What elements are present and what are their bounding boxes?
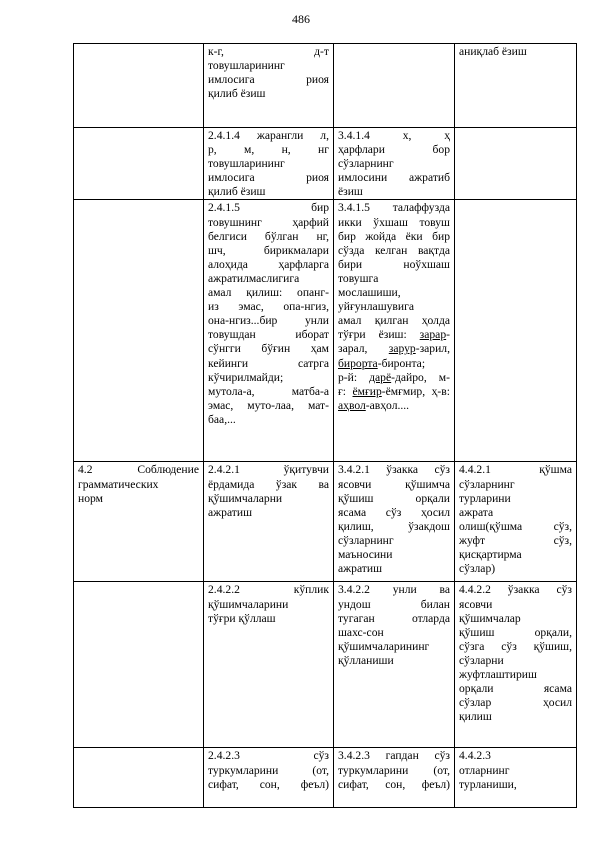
table-row (74, 128, 577, 200)
table-cell-col4 (455, 748, 577, 808)
cell-text-line (338, 764, 450, 778)
cell-text: 3.4.1.4 х, ҳ (338, 129, 450, 142)
cell-text-line (338, 654, 450, 668)
cell-text: ажратиш (208, 505, 252, 519)
cell-text-line (78, 463, 199, 477)
table-row (74, 200, 577, 462)
cell-text: баа,... (208, 412, 236, 426)
cell-text-line (338, 492, 450, 506)
cell-text-line (459, 612, 572, 626)
cell-text: турланиши, (459, 777, 517, 791)
cell-text: сўзларни (459, 653, 504, 667)
cell-text: товушларининг (208, 59, 285, 73)
cell-text-after: -авҳол.... (365, 398, 410, 412)
cell-text-line (208, 342, 329, 356)
cell-text: сўзларнинг (338, 157, 394, 171)
cell-text: турларини (459, 491, 511, 505)
cell-text-after: - (446, 328, 450, 342)
cell-text: 3.4.2.1 ўзакка сўз (338, 463, 450, 477)
table-cell-col3 (334, 44, 455, 128)
table-cell-col3 (334, 462, 455, 582)
cell-text-line (208, 778, 329, 792)
cell-text-line (459, 562, 572, 576)
cell-text-line (78, 478, 199, 492)
underlined-word: аҳвол (338, 398, 366, 412)
cell-text-line (208, 185, 329, 199)
cell-text: 4.4.2.1 қўшма (459, 463, 572, 477)
table-row (74, 44, 577, 128)
cell-text: қўшимчалар (459, 611, 521, 625)
cell-text: жуфтлаштириш (459, 668, 537, 682)
cell-text: уйғунлашувига (338, 300, 414, 314)
cell-text: туркумларини (от, (338, 763, 450, 777)
cell-text: алоҳида ҳарфларга (208, 257, 329, 271)
cell-text: мутола-а, матба-а (208, 384, 329, 398)
table-cell-col3 (334, 582, 455, 748)
table-cell-section (74, 462, 204, 582)
cell-text: орқали ясама (459, 682, 572, 696)
cell-text: амал қилиш: опанг- (208, 286, 329, 300)
cell-text: қилиб ёзиш (208, 185, 266, 199)
cell-text: р-й: (338, 370, 370, 384)
cell-text-line (459, 749, 572, 763)
table-cell-col3 (334, 128, 455, 200)
cell-text: икки ўхшаш товуш (338, 215, 450, 229)
table-row (74, 462, 577, 582)
cell-text-line (459, 626, 572, 640)
table-cell-section (74, 200, 204, 462)
cell-text: 2.4.2.1 ўқитувчи (208, 463, 329, 477)
cell-text-line (208, 357, 329, 371)
table-cell-col4 (455, 462, 577, 582)
cell-text-line (338, 201, 450, 215)
cell-text: туркумларини (от, (208, 763, 329, 777)
cell-text-line (338, 129, 450, 143)
standards-table (73, 43, 577, 808)
cell-text-line (338, 640, 450, 654)
cell-text-after: -биронта; (377, 356, 426, 370)
cell-text-line (459, 463, 572, 477)
cell-text: 3.4.1.5 талаффузда (338, 201, 450, 215)
cell-text-line (338, 749, 450, 763)
cell-text: сўзлар ҳосил (459, 696, 572, 710)
table-cell-section (74, 748, 204, 808)
table-cell-section (74, 582, 204, 748)
cell-text: ёзиш (338, 185, 363, 199)
cell-text: товушдан иборат (208, 328, 329, 342)
cell-text-line (459, 598, 572, 612)
cell-text: товушнинг ҳарфий (208, 215, 329, 229)
cell-text: 3.4.2.2 унли ва (338, 583, 450, 597)
cell-text: белгиси бўлган нг, (208, 229, 329, 243)
table-cell-col4 (455, 200, 577, 462)
cell-text: қўшиш орқали, (459, 625, 572, 639)
table-cell-col2 (204, 44, 334, 128)
cell-text: тугаган отларда (338, 611, 450, 625)
cell-text: норм (78, 491, 103, 505)
cell-text: ажратиш (338, 562, 382, 576)
cell-text-line (338, 286, 450, 300)
cell-text: кўчирилмайди; (208, 370, 284, 384)
cell-text-line (338, 478, 450, 492)
cell-text-line (459, 534, 572, 548)
cell-text-line (208, 143, 329, 157)
cell-text: кейинги сатрга (208, 356, 329, 370)
cell-text-line (338, 534, 450, 548)
cell-text: отларнинг (459, 763, 510, 777)
table-cell-col3 (334, 200, 455, 462)
cell-text: ясовчи қўшимча (338, 477, 450, 491)
cell-text: қилиш, ўзакдош (338, 519, 450, 533)
cell-text: маъносини (338, 548, 393, 562)
cell-text-line (338, 328, 450, 342)
cell-text-line (338, 258, 450, 272)
cell-text-line (208, 272, 329, 286)
cell-text: бири ноўхшаш (338, 257, 450, 271)
underlined-word: дарё (369, 370, 392, 384)
cell-text: ундош билан (338, 597, 450, 611)
table-cell-col2 (204, 748, 334, 808)
table-row (74, 582, 577, 748)
cell-text: она-нгиз...бир унли (208, 314, 329, 328)
cell-text-line (459, 654, 572, 668)
cell-text-line (208, 314, 329, 328)
cell-text-line (208, 129, 329, 143)
cell-text: қўлланиши (338, 653, 394, 667)
table-cell-col2 (204, 128, 334, 200)
cell-text-line (338, 342, 450, 356)
cell-text-line (338, 399, 450, 413)
cell-text: р, м, н, нг (208, 143, 329, 157)
cell-text: 2.4.2.3 сўз (208, 749, 329, 763)
cell-text: олиш(қўшма сўз, (459, 519, 572, 533)
table-cell-col2 (204, 582, 334, 748)
cell-text-line (459, 520, 572, 534)
cell-text-line (459, 583, 572, 597)
cell-text-line (338, 171, 450, 185)
cell-text-line (208, 230, 329, 244)
cell-text-line (459, 548, 572, 562)
cell-text-line (208, 413, 329, 427)
cell-text-line (338, 143, 450, 157)
cell-text: сифат, сон, феъл) (338, 777, 450, 791)
cell-text: сўзда келган вақтда (338, 243, 450, 257)
cell-text: ғ: (338, 384, 353, 398)
cell-text: ажратилмаслигига (208, 271, 300, 285)
cell-text-line (208, 258, 329, 272)
cell-text-line (338, 520, 450, 534)
cell-text-line (338, 300, 450, 314)
cell-text: грамматических (78, 477, 159, 491)
cell-text-line (459, 45, 572, 59)
table-cell-col2 (204, 200, 334, 462)
page-number: 486 (292, 12, 310, 26)
cell-text-line (208, 385, 329, 399)
cell-text: товушга (338, 271, 379, 285)
cell-text-after: -зарил, (415, 342, 450, 356)
cell-text: ёрдамида ўзак ва (208, 477, 329, 491)
standards-table-body (74, 44, 577, 808)
cell-text-line (459, 478, 572, 492)
cell-text-line (208, 583, 329, 597)
cell-text: ясовчи (459, 597, 493, 611)
cell-text-line (459, 764, 572, 778)
cell-text-line (208, 492, 329, 506)
cell-text-line (208, 73, 329, 87)
cell-text: аниқлаб ёзиш (459, 45, 527, 58)
cell-text-line (208, 216, 329, 230)
cell-text-line (338, 463, 450, 477)
cell-text-line (78, 492, 199, 506)
cell-text-line (338, 216, 450, 230)
cell-text: шч, бирикмалари (208, 243, 329, 257)
cell-text: ясама сўз ҳосил (338, 505, 450, 519)
cell-text: к-г, д-т (208, 45, 329, 58)
cell-text-line (459, 492, 572, 506)
cell-text: имлосига риоя (208, 73, 329, 87)
cell-text: 2.4.2.2 кўплик (208, 583, 329, 597)
cell-text-line (208, 45, 329, 59)
cell-text-line (208, 286, 329, 300)
cell-text-after: -дайро, м- (391, 370, 450, 384)
cell-text: сўзларнинг (338, 533, 394, 547)
cell-text-line (208, 300, 329, 314)
cell-text-line (338, 230, 450, 244)
cell-text: 4.2 Соблюдение (78, 463, 199, 477)
cell-text-line (208, 749, 329, 763)
cell-text-line (459, 640, 572, 654)
cell-text-line (208, 399, 329, 413)
cell-text: жуфт сўз, (459, 533, 572, 547)
cell-text: из эмас, опа-нгиз, (208, 300, 329, 314)
cell-text-line (208, 244, 329, 258)
cell-text-line (338, 244, 450, 258)
cell-text-line (338, 548, 450, 562)
cell-text: мослашиши, (338, 286, 401, 300)
cell-text-line (338, 778, 450, 792)
cell-text-line (459, 710, 572, 724)
cell-text: қисқартирма (459, 548, 522, 562)
table-cell-col3 (334, 748, 455, 808)
underlined-word: зарур (388, 342, 416, 356)
cell-text-line (338, 612, 450, 626)
cell-text: қилиб ёзиш (208, 87, 266, 101)
cell-text-line (338, 371, 450, 385)
cell-text: амал қилган ҳолда (338, 314, 450, 328)
cell-text-line (208, 201, 329, 215)
cell-text: сўнгги бўғин ҳам (208, 342, 329, 356)
cell-text: сўзларнинг (459, 477, 515, 491)
table-cell-col4 (455, 44, 577, 128)
cell-text-line (208, 171, 329, 185)
table-cell-section (74, 44, 204, 128)
cell-text-line (208, 598, 329, 612)
cell-text-line (338, 385, 450, 399)
table-cell-col4 (455, 582, 577, 748)
table-cell-col4 (455, 128, 577, 200)
cell-text-line (208, 59, 329, 73)
cell-text-line (459, 506, 572, 520)
cell-text-line (338, 157, 450, 171)
cell-text: қилиш (459, 710, 492, 724)
table-cell-section (74, 128, 204, 200)
table-cell-col2 (204, 462, 334, 582)
cell-text-line (208, 506, 329, 520)
cell-text: 2.4.1.4 жарангли л, (208, 129, 329, 142)
cell-text-line (338, 185, 450, 199)
cell-text: қўшимчаларини (208, 597, 289, 611)
underlined-word: бирорта (338, 356, 378, 370)
cell-text: 2.4.1.5 бир (208, 201, 329, 215)
cell-text: шахс-сон (338, 625, 384, 639)
cell-text: сўзлар) (459, 562, 496, 576)
cell-text: имлосини ажратиб (338, 171, 450, 185)
cell-text-line (338, 598, 450, 612)
cell-text-line (208, 371, 329, 385)
cell-text: сифат, сон, феъл) (208, 777, 329, 791)
underlined-word: зарар (419, 328, 447, 342)
cell-text-line (338, 626, 450, 640)
cell-text-line (338, 506, 450, 520)
cell-text-line (208, 328, 329, 342)
cell-text: тўғри қўллаш (208, 611, 276, 625)
cell-text: 4.4.2.2 ўзакка сўз (459, 583, 572, 597)
cell-text-line (459, 668, 572, 682)
cell-text: эмас, муто-лаа, мат- (208, 398, 329, 412)
cell-text-line (459, 682, 572, 696)
cell-text-line (208, 764, 329, 778)
cell-text: 3.4.2.3 гапдан сўз (338, 749, 450, 763)
cell-text-after: -ёмғмир, ҳ-в: (381, 384, 450, 398)
cell-text: ҳарфлари бор (338, 143, 450, 157)
underlined-word: ёмғир (352, 384, 382, 398)
cell-text: қўшимчаларни (208, 491, 283, 505)
cell-text: қўшимчаларининг (338, 639, 430, 653)
cell-text-line (338, 314, 450, 328)
cell-text-line (208, 157, 329, 171)
cell-text: имлосига риоя (208, 171, 329, 185)
cell-text-line (459, 696, 572, 710)
cell-text: тўғри ёзиш: (338, 328, 420, 342)
cell-text-line (208, 478, 329, 492)
cell-text: сўзга сўз қўшиш, (459, 639, 572, 653)
cell-text: қўшиш орқали (338, 491, 450, 505)
table-row (74, 748, 577, 808)
cell-text: товушларининг (208, 157, 285, 171)
cell-text-line (338, 357, 450, 371)
cell-text-line (208, 87, 329, 101)
cell-text-line (338, 272, 450, 286)
cell-text: бир жойда ёки бир (338, 229, 450, 243)
cell-text-line (208, 463, 329, 477)
cell-text-line (459, 778, 572, 792)
cell-text-line (208, 612, 329, 626)
cell-text: зарал, (338, 342, 389, 356)
cell-text: 4.4.2.3 (459, 749, 491, 763)
cell-text: ажрата (459, 505, 494, 519)
cell-text-line (338, 562, 450, 576)
cell-text-line (338, 583, 450, 597)
